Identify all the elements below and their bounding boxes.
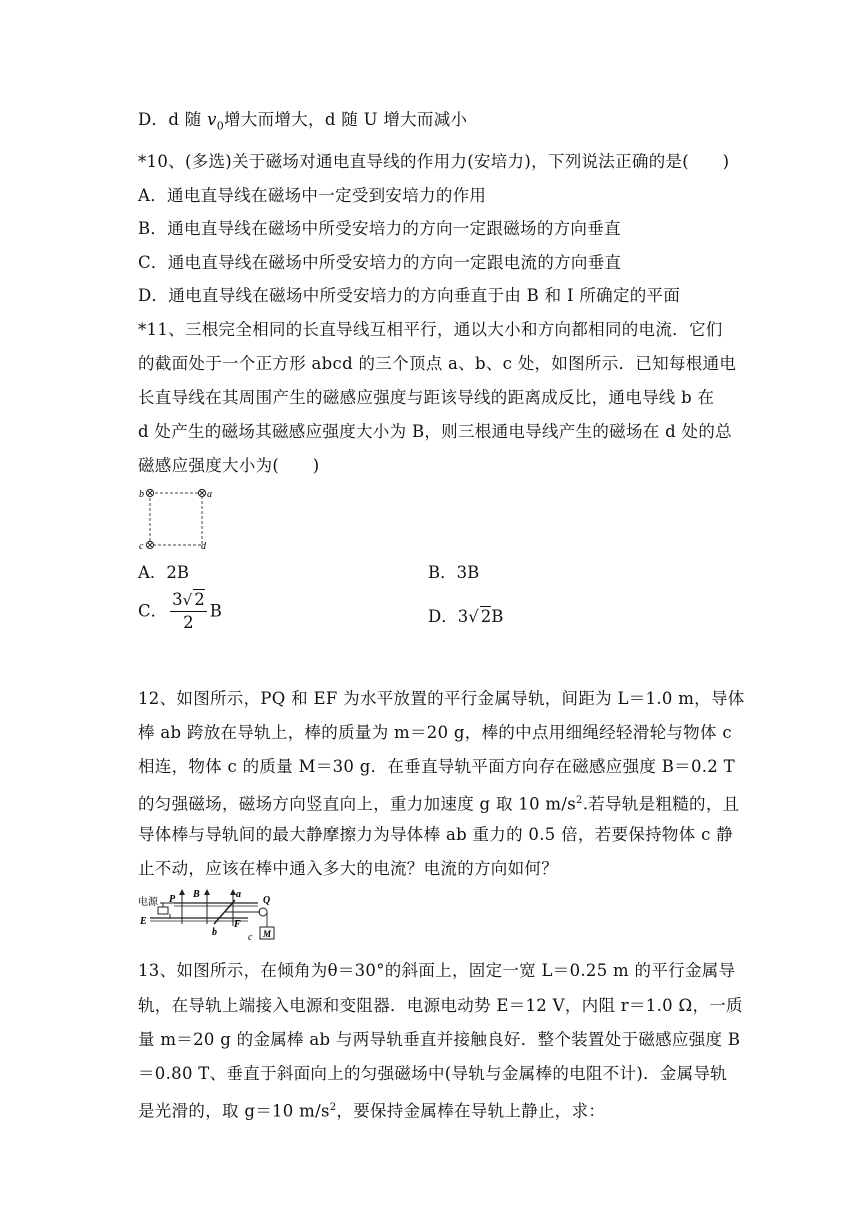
label-d: d — [201, 541, 206, 552]
label-b: b — [139, 489, 144, 500]
label-c: c — [139, 541, 144, 552]
q12-line-6: 止不动，应该在棒中通入多大的电流？电流的方向如何？ — [138, 859, 558, 878]
square-outline — [150, 493, 202, 545]
q10-option-a: A．通电直导线在磁场中一定受到安培力的作用 — [138, 186, 487, 205]
label-P: P — [169, 894, 176, 905]
label-Q: Q — [263, 895, 271, 906]
q9-v-symbol: v — [207, 110, 217, 129]
q13-line-5: 是光滑的，取 g＝10 $m/s^2$，要保持金属棒在导轨上静止，求： — [138, 1101, 606, 1121]
wire-b-cross — [146, 489, 153, 496]
label-power-source: 电源 — [138, 897, 158, 908]
q12-line-5: 导体棒与导轨间的最大静摩擦力为导体棒 ab 重力的 0.5 倍，若要保持物体 c 静 — [138, 825, 733, 844]
label-E: E — [140, 916, 147, 927]
q11-option-b: B．3B — [428, 563, 480, 582]
q11-option-d: D．3√ 2B — [428, 607, 504, 626]
label-a: a — [236, 889, 241, 900]
q11-option-a: A．2B — [138, 563, 190, 582]
label-M: M — [263, 929, 272, 939]
q13-line-4: ＝0.80 T、垂直于斜面向上的匀强磁场中(导轨与金属棒的电阻不计)．金属导轨 — [138, 1064, 728, 1083]
q12-line-3: 相连，物体 c 的质量 M＝30 g．在垂直导轨平面方向存在磁感应强度 B＝0.2 T — [138, 757, 735, 776]
q10-stem: *10、(多选)关于磁场对通电直导线的作用力(安培力)，下列说法正确的是( ) — [138, 152, 730, 171]
q9-option-d: D．d 随 $v_0$增大而增大，d 随 U 增大而减小 — [138, 110, 468, 133]
q12-rail-figure — [136, 886, 284, 944]
pulley-icon — [259, 908, 267, 916]
label-B: B — [193, 889, 200, 900]
label-b: b — [212, 927, 217, 938]
label-c: c — [248, 932, 253, 943]
q11-stem-line-2: 的截面处于一个正方形 abcd 的三个顶点 a、b、c 处，如图所示．已知每根通电 — [138, 354, 737, 373]
q11-option-c: C． $\frac{3√ 2}{2}$ B — [138, 590, 222, 632]
q11-stem-line-1: *11、三根完全相同的长直导线互相平行，通以大小和方向都相同的电流．它们 — [138, 320, 723, 339]
q13-line-1: 13、如图所示，在倾角为θ＝30°的斜面上，固定一宽 L＝0.25 m 的平行金属导 — [138, 961, 736, 980]
three-root-two-over-two: $\frac{3√ 2}{2}$ — [172, 590, 205, 632]
wire-c-cross — [146, 541, 153, 548]
q12-line-1: 12、如图所示，PQ 和 EF 为水平放置的平行金属导轨，间距为 L＝1.0 m，导体 — [138, 689, 745, 708]
q11-stem-line-5: 磁感应强度大小为( ) — [138, 456, 320, 475]
q10-option-d: D．通电直导线在磁场中所受安培力的方向垂直于由 B 和 I 所确定的平面 — [138, 286, 681, 305]
q13-line-2: 轨，在导轨上端接入电源和变阻器．电源电动势 E＝12 V，内阻 r＝1.0 Ω，一质 — [138, 996, 743, 1015]
q13-line-3: 量 m＝20 g 的金属棒 ab 与两导轨垂直并接触良好．整个装置处于磁感应强度 B — [138, 1030, 741, 1049]
q10-option-b: B．通电直导线在磁场中所受安培力的方向一定跟磁场的方向垂直 — [138, 219, 621, 238]
label-a: a — [207, 489, 212, 500]
q11-square-figure — [136, 484, 226, 554]
q11-stem-line-3: 长直导线在其周围产生的磁感应强度与距该导线的距离成反比，通电导线 b 在 — [138, 388, 715, 407]
wire-a-cross — [198, 489, 205, 496]
q12-line-4: 的匀强磁场，磁场方向竖直向上，重力加速度 g 取 10 $m/s^2$.若导轨是粗糙的，且 — [138, 794, 740, 814]
q10-option-c: C．通电直导线在磁场中所受安培力的方向一定跟电流的方向垂直 — [138, 253, 622, 272]
battery-icon — [158, 907, 168, 914]
q12-line-2: 棒 ab 跨放在导轨上，棒的质量为 m＝20 g，棒的中点用细绳经轻滑轮与物体 c — [138, 723, 732, 742]
label-F: F — [234, 919, 241, 930]
q11-stem-line-4: d 处产生的磁场其磁感应强度大小为 B，则三根通电导线产生的磁场在 d 处的总 — [138, 422, 732, 441]
